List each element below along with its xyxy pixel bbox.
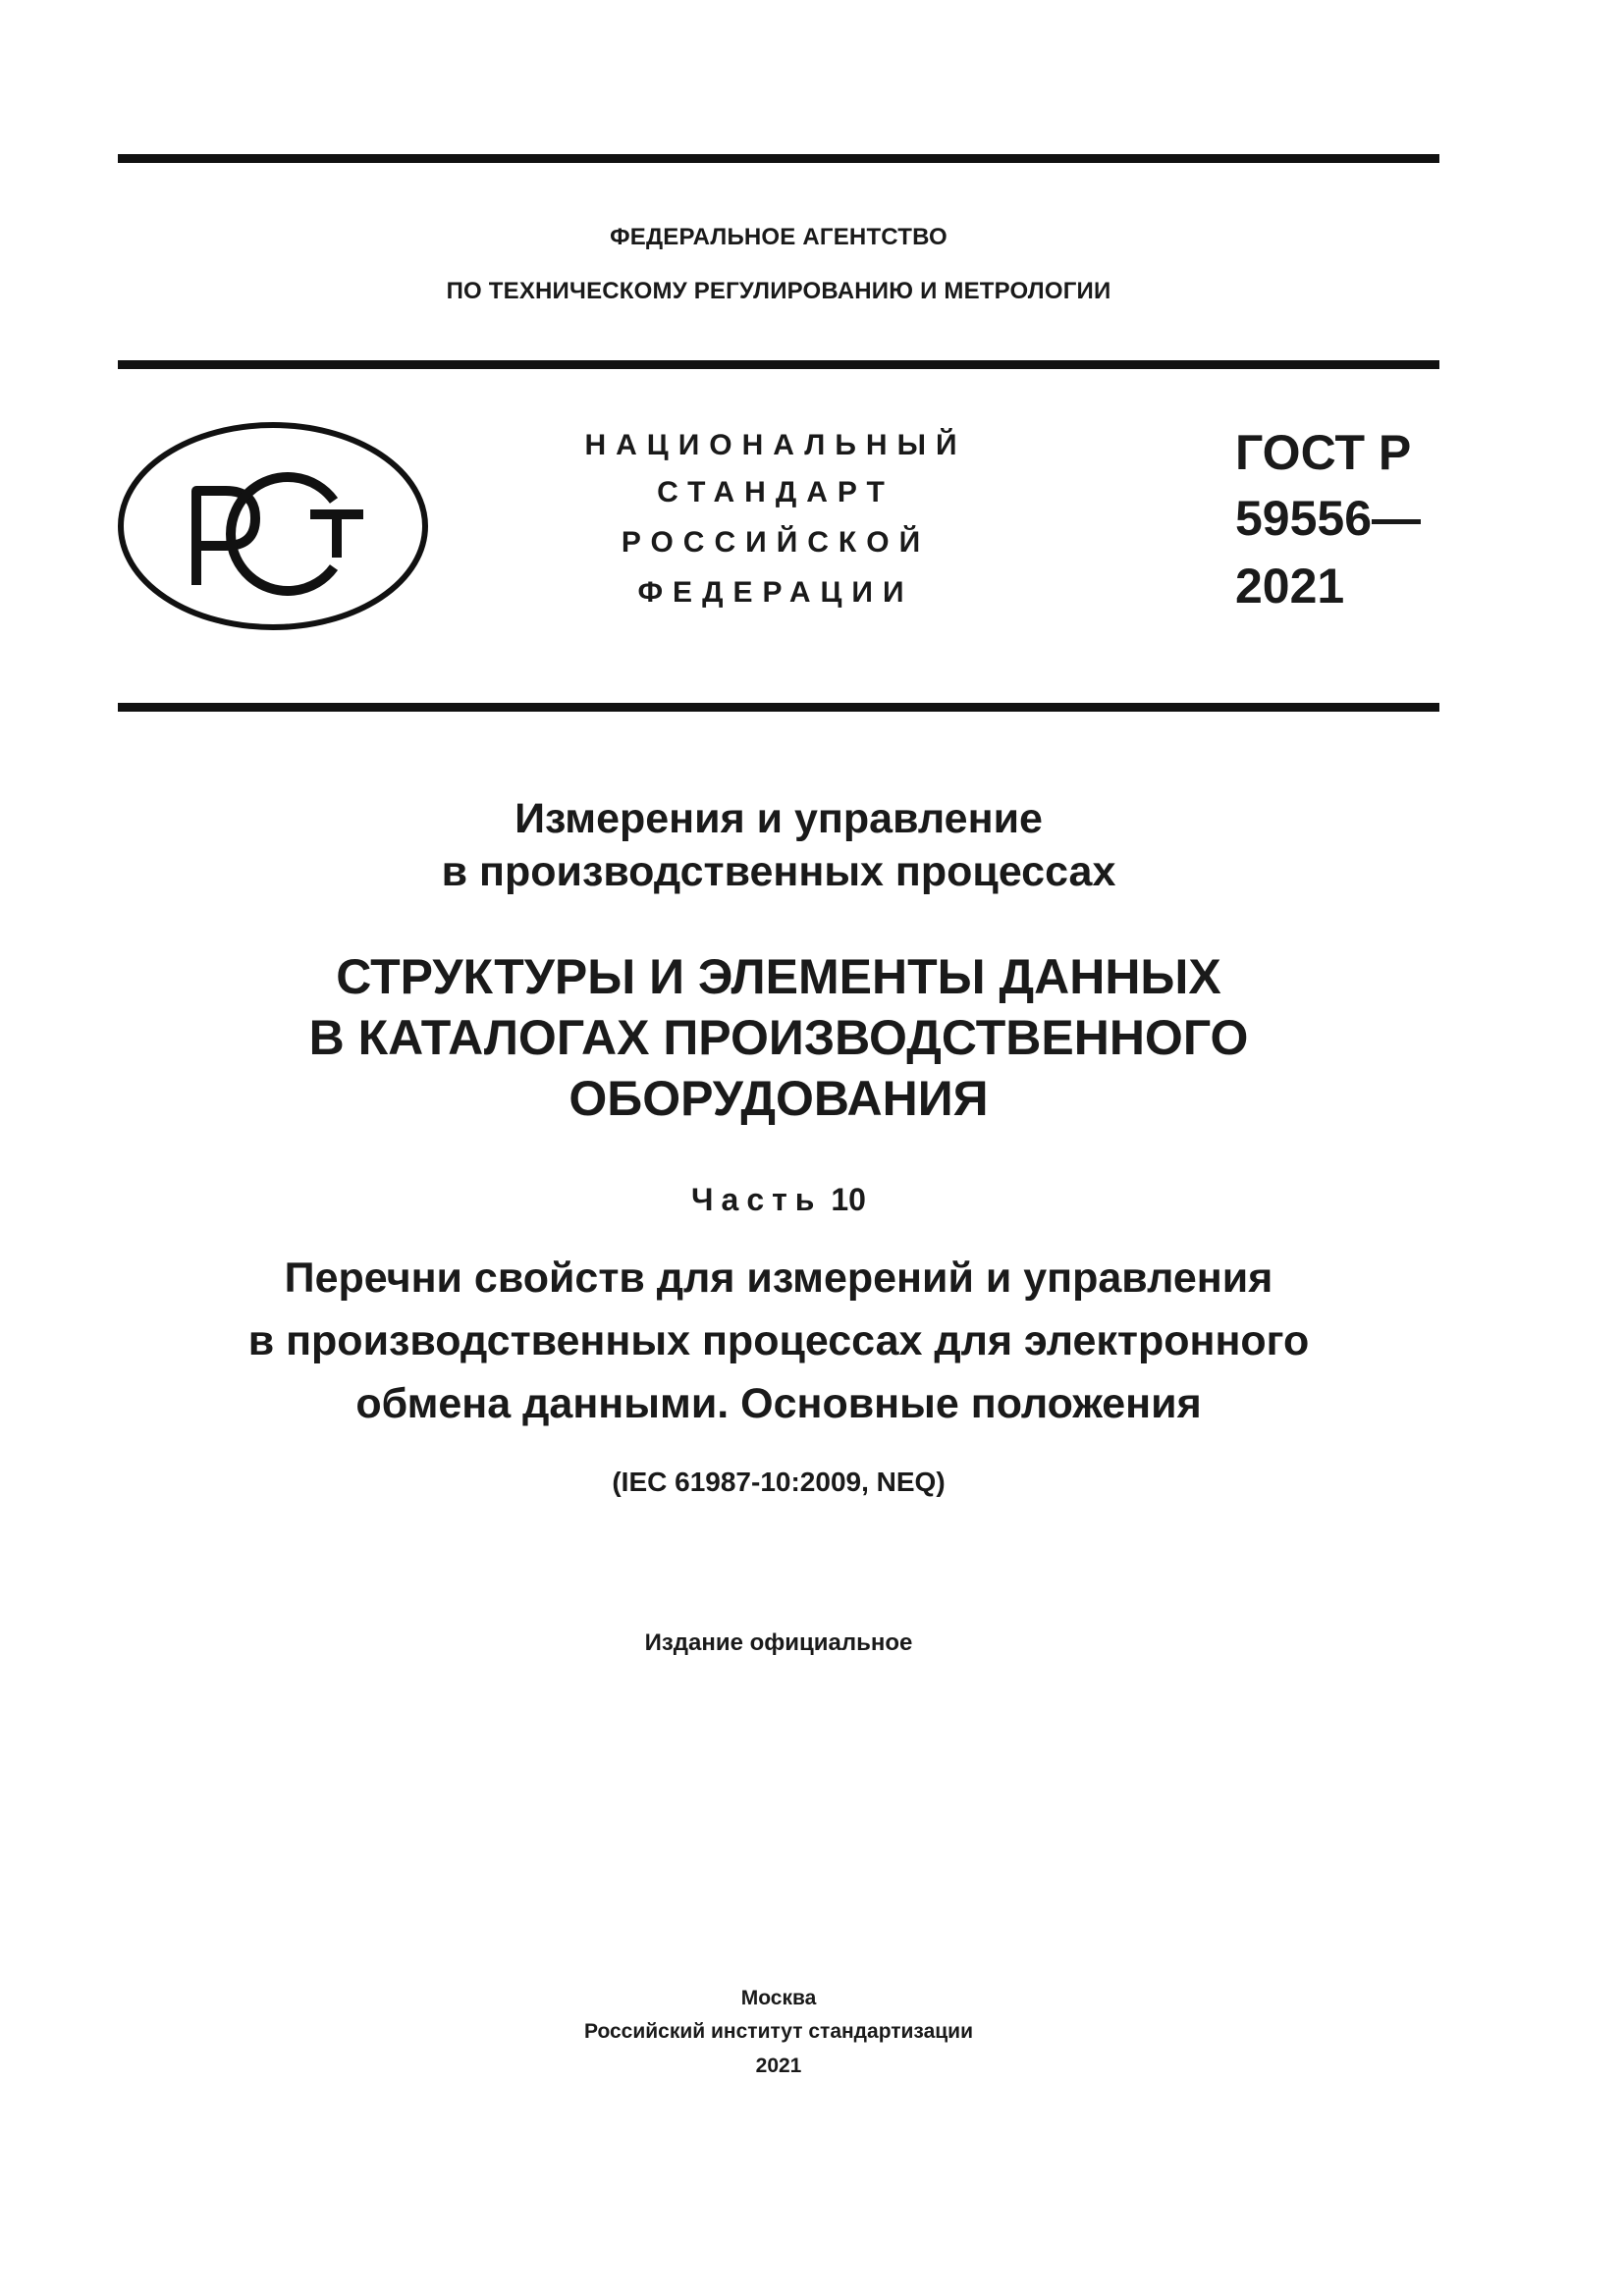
agency-line-1: ФЕДЕРАЛЬНОЕ АГЕНТСТВО <box>610 224 947 250</box>
national-standard-line-3: РОССИЙСКОЙ <box>621 526 931 559</box>
group-title-line-2: в производственных процессах <box>441 848 1116 895</box>
national-standard-line-2: СТАНДАРТ <box>657 476 894 508</box>
part-title-line-1: Перечни свойств для измерений и управления <box>284 1255 1273 1302</box>
part-title-line-3: обмена данными. Основные положения <box>355 1380 1202 1427</box>
part-heading <box>118 1180 1439 1219</box>
main-title-line-3: ОБОРУДОВАНИЯ <box>568 1071 989 1126</box>
footer-year: 2021 <box>755 2055 802 2077</box>
group-title-line-1: Измерения и управление <box>514 795 1043 842</box>
edition-note: Издание официальное <box>644 1629 913 1656</box>
footer-publisher: Российский институт стандартизации <box>583 2020 974 2043</box>
part-label: Часть <box>691 1182 823 1217</box>
top-rule <box>118 154 1439 163</box>
part-title-line-2: в производственных процессах для электронного <box>247 1317 1310 1364</box>
rst-emblem-icon <box>116 420 430 632</box>
iec-reference: (IEC 61987-10:2009, NEQ) <box>612 1467 946 1497</box>
footer-city: Москва <box>740 1987 817 2009</box>
agency-line-2: ПО ТЕХНИЧЕСКОМУ РЕГУЛИРОВАНИЮ И МЕТРОЛОГИИ <box>446 278 1111 304</box>
part-number: 10 <box>831 1182 866 1217</box>
designation-line-2: 59556— <box>1235 491 1422 546</box>
middle-rule <box>118 360 1439 369</box>
national-standard-line-1: НАЦИОНАЛЬНЫЙ <box>584 429 967 461</box>
designation-line-1: ГОСТ Р <box>1235 425 1412 480</box>
main-title-line-2: В КАТАЛОГАХ ПРОИЗВОДСТВЕННОГО <box>308 1010 1249 1065</box>
designation-line-3: 2021 <box>1235 559 1345 614</box>
main-title-line-1: СТРУКТУРЫ И ЭЛЕМЕНТЫ ДАННЫХ <box>336 949 1221 1004</box>
national-standard-line-4: ФЕДЕРАЦИИ <box>637 576 914 609</box>
bottom-rule <box>118 703 1439 712</box>
